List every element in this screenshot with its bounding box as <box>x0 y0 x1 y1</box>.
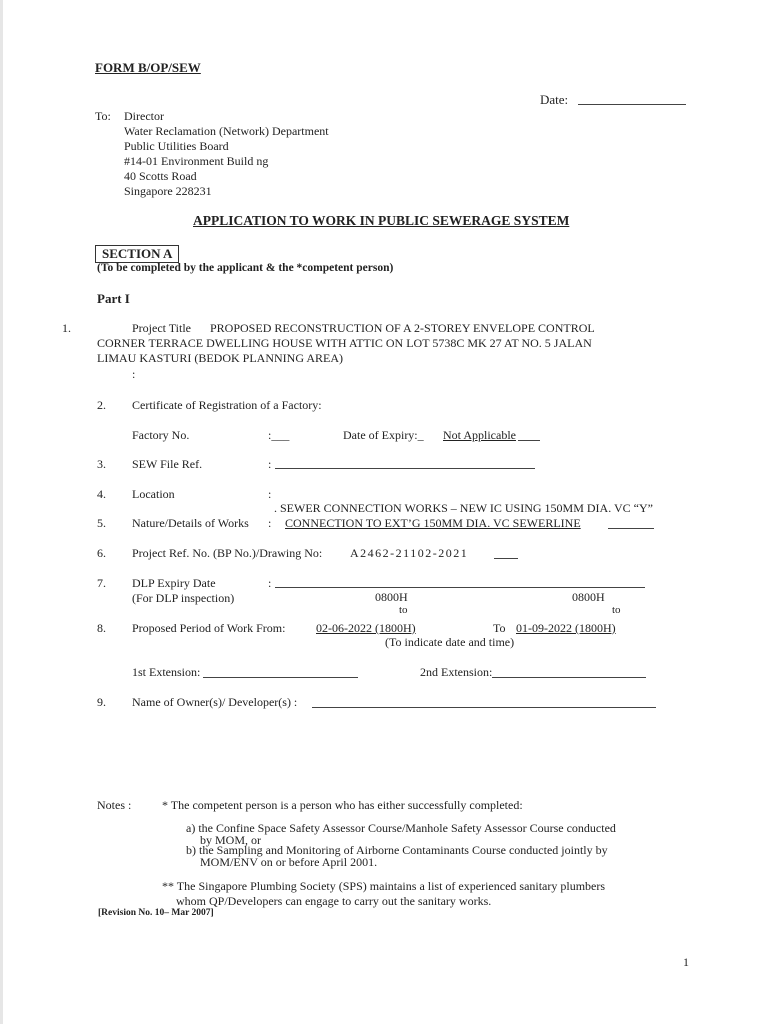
addressee-line: #14-01 Environment Build ng <box>124 154 269 168</box>
page-number: 1 <box>683 955 689 969</box>
work-period-hint: (To indicate date and time) <box>385 635 515 649</box>
to-label: To: <box>95 109 111 123</box>
dlp-expiry-sublabel: (For DLP inspection) <box>132 591 235 605</box>
item-number: 7. <box>97 576 106 590</box>
second-extension-label: 2nd Extension: <box>420 665 493 679</box>
nature-of-works-underline <box>608 528 654 529</box>
section-a-label: SECTION A <box>95 245 179 263</box>
section-note: (To be completed by the applicant & the *competent person) <box>97 262 394 274</box>
nature-of-works-value: CONNECTION TO EXT’G 150MM DIA. VC SEWERLINE <box>285 516 581 530</box>
colon: : <box>132 367 136 381</box>
addressee-line: Public Utilities Board <box>124 139 229 153</box>
note-item-a: a) the Confine Space Safety Assessor Course/Manhole Safety Assessor Course conducted <box>186 821 616 835</box>
note-competent-person: * The competent person is a person who has either successfully completed: <box>162 798 523 812</box>
item-number: 6. <box>97 546 106 560</box>
project-ref-label: Project Ref. No. (BP No.)/Drawing No: <box>132 546 323 560</box>
note-sps-cont: whom QP/Developers can engage to carry out the sanitary works. <box>176 894 492 908</box>
colon: : <box>268 487 272 501</box>
item-number: 4. <box>97 487 106 501</box>
work-period-label: Proposed Period of Work From: <box>132 621 286 635</box>
revision-number: [Revision No. 10– Mar 2007] <box>98 908 214 918</box>
item-number: 1. <box>62 321 71 335</box>
note-sps: ** The Singapore Plumbing Society (SPS) maintains a list of experienced sanitary plumbers <box>162 879 606 893</box>
project-ref-underline <box>494 558 518 559</box>
work-to-value: 01-09-2022 (1800H) <box>516 621 616 635</box>
project-title-line: CORNER TERRACE DWELLING HOUSE WITH ATTIC ON LOT 5738C MK 27 AT NO. 5 JALAN <box>97 336 592 350</box>
item-number: 9. <box>97 695 106 709</box>
colon: : <box>268 457 272 471</box>
addressee-line: 40 Scotts Road <box>124 169 197 183</box>
expiry-label: Date of Expiry:_ <box>343 428 424 442</box>
item-number: 8. <box>97 621 106 635</box>
dlp-expiry-label: DLP Expiry Date <box>132 576 216 590</box>
to-label: to <box>399 604 408 616</box>
project-title-label: Project Title <box>132 321 192 335</box>
second-extension-field[interactable] <box>492 677 646 678</box>
nature-of-works-label: Nature/Details of Works <box>132 516 249 530</box>
time-label: 0800H <box>572 590 605 604</box>
date-field[interactable] <box>578 104 686 105</box>
sew-file-ref-label: SEW File Ref. <box>132 457 203 471</box>
project-title-line: PROPOSED RECONSTRUCTION OF A 2-STOREY ENVELOPE CONTROL <box>210 321 595 335</box>
factory-no-field[interactable]: :___ <box>268 428 290 442</box>
sew-file-ref-field[interactable] <box>275 468 535 469</box>
part-label: Part I <box>97 291 130 306</box>
expiry-underline <box>518 440 540 441</box>
owner-developer-field[interactable] <box>312 707 656 708</box>
time-label: 0800H <box>375 590 408 604</box>
item-number: 5. <box>97 516 106 530</box>
location-extra-text: . SEWER CONNECTION WORKS – NEW IC USING 150MM DIA. VC “Y” <box>274 501 653 515</box>
dlp-expiry-field[interactable] <box>275 587 645 588</box>
form-title: APPLICATION TO WORK IN PUBLIC SEWERAGE SYSTEM <box>193 213 570 228</box>
notes-label: Notes : <box>97 798 132 812</box>
item-number: 2. <box>97 398 106 412</box>
addressee-line: Director <box>124 109 164 123</box>
scan-edge <box>0 0 3 1024</box>
owner-developer-label: Name of Owner(s)/ Developer(s) : <box>132 695 298 709</box>
date-label: Date: <box>540 92 569 107</box>
to-label: to <box>612 604 621 616</box>
item-number: 3. <box>97 457 106 471</box>
note-item-a-cont: by MOM, or <box>200 833 262 847</box>
project-title-line: LIMAU KASTURI (BEDOK PLANNING AREA) <box>97 351 343 365</box>
project-ref-value: A2462-21102-2021 <box>350 546 469 560</box>
colon: : <box>268 516 272 530</box>
work-from-value: 02-06-2022 (1800H) <box>316 621 416 635</box>
colon: : <box>268 576 272 590</box>
note-item-b: b) the Sampling and Monitoring of Airborne Contaminants Course conducted jointly by <box>186 843 608 857</box>
addressee-line: Water Reclamation (Network) Department <box>124 124 329 138</box>
first-extension-field[interactable] <box>203 677 358 678</box>
factory-registration-label: Certificate of Registration of a Factory: <box>132 398 322 412</box>
addressee-line: Singapore 228231 <box>124 184 212 198</box>
note-item-b-cont: MOM/ENV on or before April 2001. <box>200 855 378 869</box>
work-to-label: To <box>493 621 506 635</box>
location-label: Location <box>132 487 175 501</box>
factory-no-label: Factory No. <box>132 428 190 442</box>
first-extension-label: 1st Extension: <box>132 665 201 679</box>
form-code: FORM B/OP/SEW <box>95 60 201 75</box>
expiry-value: Not Applicable <box>443 428 516 442</box>
